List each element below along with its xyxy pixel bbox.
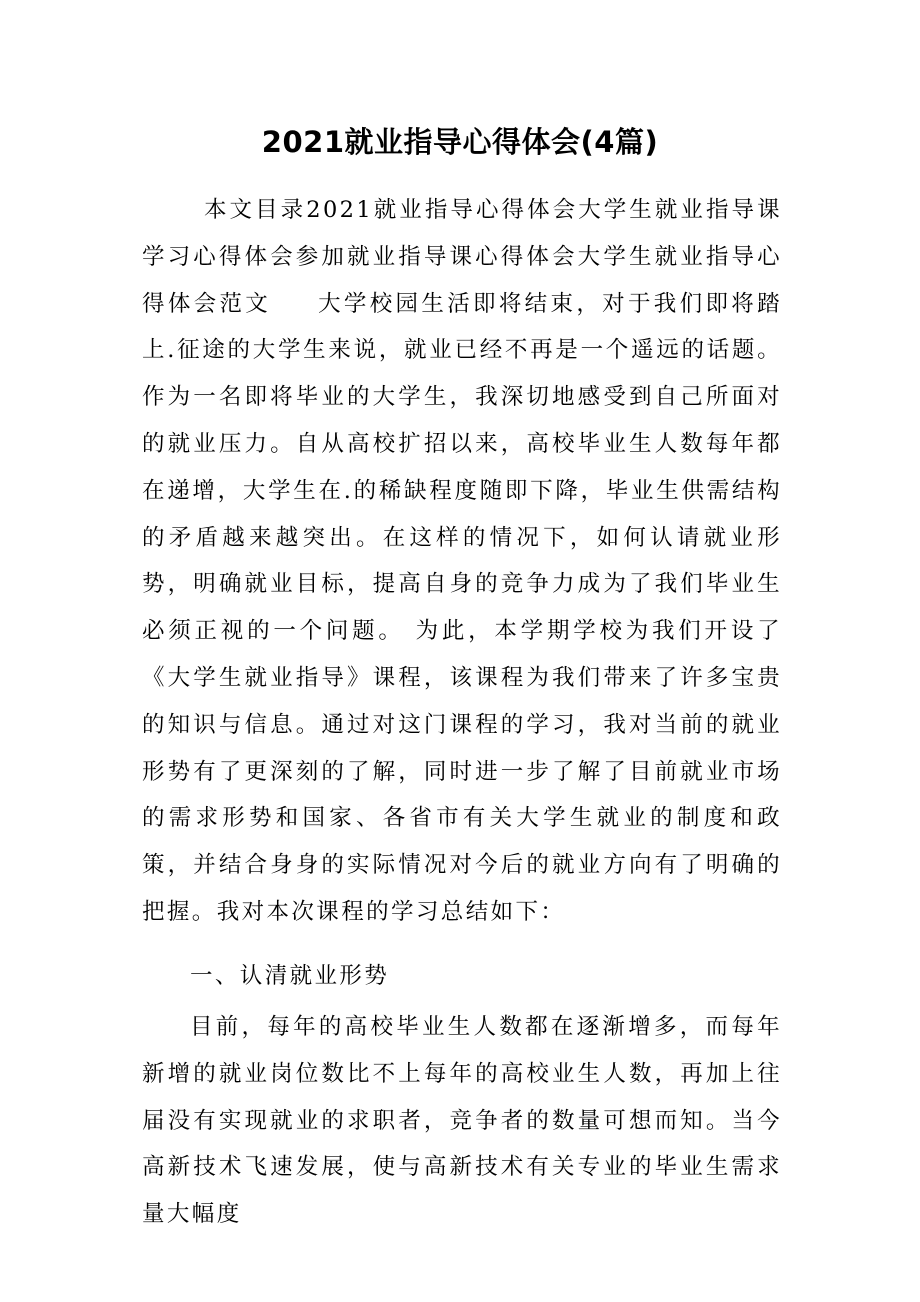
- section-heading: 一、认清就业形势: [190, 963, 390, 989]
- intro-toc-text: 本文目录2021就业指导心得体会大学生就业指导课学习心得体会参加就业指导课心得体会大学生就业指导心得体会范文: [142, 197, 782, 317]
- document-title: 2021就业指导心得体会(4篇): [261, 125, 659, 159]
- intro-paragraph: [142, 187, 782, 936]
- intro-body-text: 大学校园生活即将结束，对于我们即将踏上.征途的大学生来说，就业已经不再是一个遥远的话题。作为一名即将毕业的大学生，我深切地感受到自己所面对的就业压力。自从高校扩招以来，高校毕业生人数每年都在递增，大学生在.的稀缺程度随即下降，毕业生供需结构的矛盾越来越突出。在这样的情况下，如何认请就业形势，明确就业目标，提高自身的竞争力成为了我们毕业生必须正视的一个问题。 为此，本学期学校为我们开设了《大学生就业指导》课程，该课程为我们带来了许多宝贵的知识与信息。通过对这门课程的学习，我对当前的就业形势有了更深刻的了解，同时进一步了解了目前就业市场的需求形势和国家、各省市有关大学生就业的制度和政策，并结合身身的实际情况对今后的就业方向有了明确的把握。我对本次课程的学习总结如下：: [142, 290, 782, 925]
- section-paragraph: 目前，每年的高校毕业生人数都在逐渐增多，而每年新增的就业岗位数比不上每年的高校业生人数，再加上往届没有实现就业的求职者，竞争者的数量可想而知。当今高新技术飞速发展，使与高新技术有关专业的毕业生需求量大幅度: [142, 1014, 782, 1228]
